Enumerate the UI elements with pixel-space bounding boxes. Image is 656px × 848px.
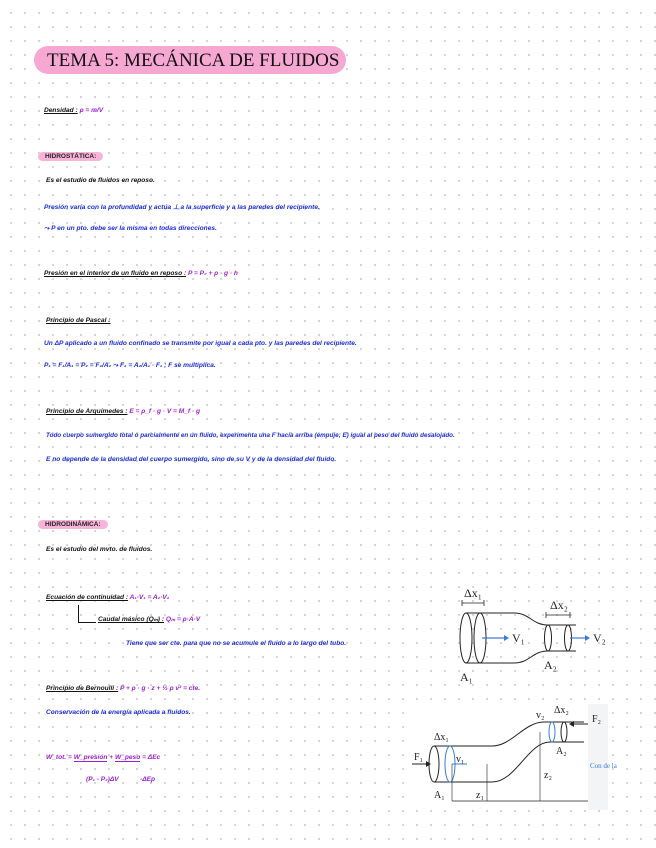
interior-pressure-formula: P = P₀ + ρ · g · h [188, 270, 238, 277]
continuity-label: Ecuación de continuidad : [46, 594, 129, 601]
fig2-v1: v₁ [456, 754, 465, 765]
continuity-line [46, 594, 169, 601]
work-kinetic: = ΔEc [142, 754, 161, 761]
fig2-z1: z₁ [476, 790, 484, 801]
bernoulli-label: Principio de Bernoulli : [46, 685, 119, 692]
continuity-formula: A₁·V₁ = A₂·V₂ [129, 594, 170, 601]
fig2-f1: F₁ [414, 752, 424, 763]
hydrodynamics-definition: Es el estudio del mvto. de fluidos. [46, 546, 153, 553]
fig2-f2: F₂ [592, 714, 602, 725]
page-title: TEMA 5: MECÁNICA DE FLUIDOS [34, 46, 346, 74]
pascal-line-2: P₁ = F₁/A₁ = P₂ = F₂/A₂ ⤳ F₂ = A₂/A₁ · F₁ ; F se multiplica. [44, 362, 216, 369]
point-note: ⤳ P en un pto. debe ser la misma en todas direcciones. [44, 225, 217, 232]
work-total: W_tot. [46, 754, 67, 761]
work-weight-sub: -ΔEp [140, 776, 156, 783]
fig2-cut-text: Con de la [590, 762, 617, 770]
fig2-a1: A₁ [434, 790, 445, 801]
fig1-dx2: Δx₂ [550, 598, 568, 612]
interior-pressure-line [44, 270, 238, 277]
density-line [44, 107, 103, 114]
density-formula: ρ = m/V [79, 107, 104, 114]
fig1-dx1: Δx₁ [464, 586, 482, 600]
pressure-note: Presión varía con la profundidad y actúa ⊥ a la superficie y a las paredes del recipiente. [44, 204, 320, 211]
work-pressure-sub: (P₁ - P₂)ΔV [86, 776, 119, 783]
mass-flow-formula: Qₘ = ρ·A·V [165, 616, 201, 623]
bernoulli-formula: P + ρ · g · z + ½ ρ v² = cte. [120, 685, 201, 692]
fig2-v2: v₂ [536, 710, 545, 721]
work-plus: + [109, 754, 114, 761]
bernoulli-diagram [412, 704, 617, 810]
pascal-label: Principio de Pascal : [46, 317, 111, 324]
archimedes-line-2: E no depende de la densidad del cuerpo sumergido, sino de su V y de la densidad del fluido. [46, 456, 337, 463]
bernoulli-line [46, 685, 200, 692]
archimedes-label: Principio de Arquímedes : [46, 408, 128, 415]
hydrodynamics-header: HIDRODINÁMICA: [38, 520, 108, 529]
fig2-dx1: Δx₁ [434, 732, 449, 743]
hydrostatics-definition: Es el estudio de fluidos en reposo. [46, 177, 155, 184]
mass-flow-label: Caudal másico (Qₘ) : [98, 616, 165, 623]
mass-flow-note: Tiene que ser cte. para que no se acumule el fluido a lo largo del tubo. [126, 640, 347, 647]
fig1-v2: V₂ [593, 631, 606, 645]
work-equals: = [68, 754, 72, 761]
fig2-z2: z₂ [544, 770, 552, 781]
archimedes-formula: E = ρ_f · g · V = M_f · g [129, 408, 200, 415]
fig1-v1: V₁ [512, 631, 525, 645]
fig1-a2: A₂ [544, 658, 557, 672]
fig2-dx2: Δx₂ [554, 705, 569, 716]
archimedes-line-1: Todo cuerpo sumergido total o parcialmente en un fluido, experimenta una F hacia arriba (empuje; E) igual al peso del fluido desalojado. [46, 432, 455, 439]
mass-flow-line [98, 615, 200, 623]
fig2-a2: A₂ [556, 746, 567, 757]
density-label: Densidad : [44, 107, 78, 114]
hydrostatics-header: HIDROSTÁTICA: [38, 152, 103, 161]
archimedes-line [46, 408, 200, 415]
flow-bracket [78, 605, 96, 623]
work-energy-line [46, 754, 160, 761]
continuity-diagram [452, 585, 614, 685]
work-weight: W_peso [114, 754, 141, 761]
pascal-line-1: Un ΔP aplicado a un fluido confinado se transmite por igual a cada pto. y las paredes del recipiente. [44, 340, 357, 347]
bernoulli-note: Conservación de la energía aplicada a fluidos. [46, 709, 191, 716]
fig1-a1: A₁ [460, 670, 473, 684]
work-pressure: W_presión [73, 754, 108, 761]
interior-pressure-label: Presión en el interior de un fluido en reposo : [44, 270, 187, 277]
